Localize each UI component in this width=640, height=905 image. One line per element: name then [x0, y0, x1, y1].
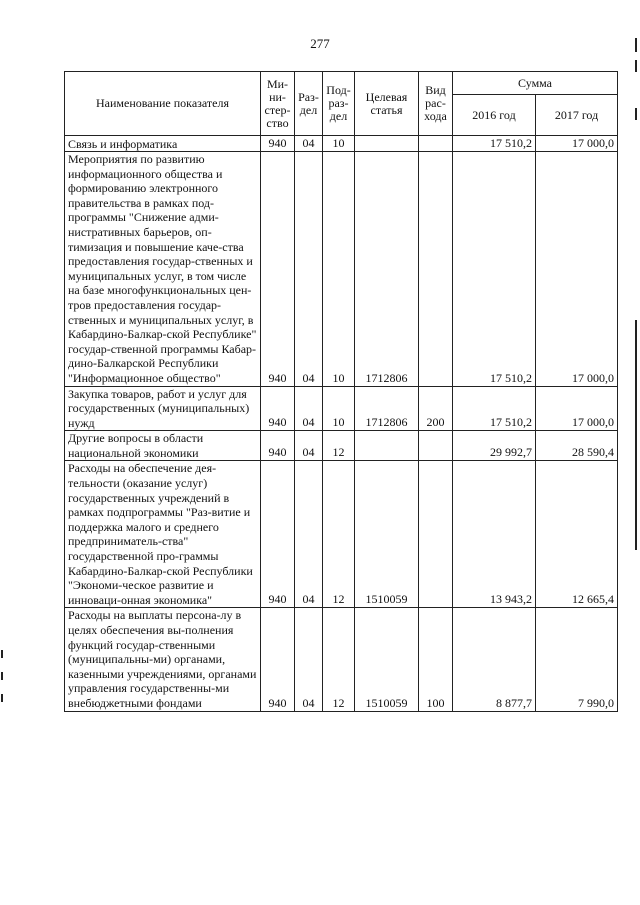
row-target: 1510059: [355, 608, 419, 711]
row-section: 04: [295, 386, 323, 431]
row-name: Мероприятия по развитию информационного общества и формированию электронного правительства в рамках под-программы "Снижение адми-нистративных барьеров, оп-тимизация и повышение каче-ства предоставления государ-ственных и муниципальных услуг, в том числе на базе многофункциональных цен-тров предоставления государ-ственных и муниципальных услуг, в Кабардино-Балкар-ской Республике" государ-ственной программы Кабар-дино-Балкарской Республики "Информационное общество": [65, 152, 261, 387]
row-amount-2017: 7 990,0: [536, 608, 618, 711]
table-row: [65, 152, 618, 387]
row-section: 04: [295, 152, 323, 387]
row-name: Расходы на выплаты персона-лу в целях обеспечения вы-полнения функций государ-ственными (муниципальны-ми) органами, казенными учреждениями, органами управления государственны-ми внебюджетными фондами: [65, 608, 261, 711]
row-amount-2017: 17 000,0: [536, 152, 618, 387]
row-amount-2016: 17 510,2: [453, 152, 536, 387]
row-target: [355, 136, 419, 152]
row-section: 04: [295, 431, 323, 461]
row-target: 1510059: [355, 461, 419, 608]
row-name: Другие вопросы в области национальной экономики: [65, 431, 261, 461]
header-target: Целевая статья: [355, 72, 419, 136]
scan-edge-marks: [630, 0, 640, 905]
row-amount-2016: 13 943,2: [453, 461, 536, 608]
row-expense-type: 200: [419, 386, 453, 431]
row-expense-type: [419, 152, 453, 387]
header-ministry: Ми-ни-стер-ство: [261, 72, 295, 136]
row-target: 1712806: [355, 152, 419, 387]
row-section: 04: [295, 136, 323, 152]
row-ministry: 940: [261, 431, 295, 461]
header-year-2017: 2017 год: [536, 95, 618, 136]
row-subsection: 10: [323, 136, 355, 152]
row-amount-2016: 17 510,2: [453, 386, 536, 431]
header-section: Раз-дел: [295, 72, 323, 136]
row-subsection: 12: [323, 608, 355, 711]
row-expense-type: [419, 136, 453, 152]
row-amount-2017: 17 000,0: [536, 386, 618, 431]
row-amount-2017: 17 000,0: [536, 136, 618, 152]
row-subsection: 12: [323, 431, 355, 461]
header-name: Наименование показателя: [65, 72, 261, 136]
row-section: 04: [295, 608, 323, 711]
header-year-2016: 2016 год: [453, 95, 536, 136]
row-section: 04: [295, 461, 323, 608]
row-ministry: 940: [261, 152, 295, 387]
row-amount-2017: 12 665,4: [536, 461, 618, 608]
table-row: [65, 431, 618, 461]
row-ministry: 940: [261, 386, 295, 431]
row-subsection: 10: [323, 386, 355, 431]
row-name: Связь и информатика: [65, 136, 261, 152]
budget-table: [64, 71, 618, 712]
row-ministry: 940: [261, 608, 295, 711]
header-subsection: Под-раз-дел: [323, 72, 355, 136]
row-expense-type: [419, 431, 453, 461]
row-amount-2017: 28 590,4: [536, 431, 618, 461]
row-subsection: 12: [323, 461, 355, 608]
table-row: [65, 386, 618, 431]
page-number: 277: [310, 36, 330, 51]
row-name: Расходы на обеспечение дея-тельности (оказание услуг) государственных учреждений в рамках подпрограммы "Раз-витие и поддержка малого и среднего предприниматель-ства" государственной про-граммы Кабардино-Балкар-ской Республики "Экономи-ческое развитие и инноваци-онная экономика": [65, 461, 261, 608]
row-name: Закупка товаров, работ и услуг для государственных (муниципальных) нужд: [65, 386, 261, 431]
row-amount-2016: 17 510,2: [453, 136, 536, 152]
row-ministry: 940: [261, 136, 295, 152]
table-row: [65, 608, 618, 711]
header-row: [65, 72, 618, 95]
table-row: [65, 136, 618, 152]
row-expense-type: [419, 461, 453, 608]
header-sum: Сумма: [453, 72, 618, 95]
table-row: [65, 461, 618, 608]
row-ministry: 940: [261, 461, 295, 608]
row-amount-2016: 29 992,7: [453, 431, 536, 461]
row-subsection: 10: [323, 152, 355, 387]
row-expense-type: 100: [419, 608, 453, 711]
row-target: 1712806: [355, 386, 419, 431]
scan-left-marks: [0, 650, 4, 710]
row-target: [355, 431, 419, 461]
header-expense-type: Вид рас-хода: [419, 72, 453, 136]
row-amount-2016: 8 877,7: [453, 608, 536, 711]
